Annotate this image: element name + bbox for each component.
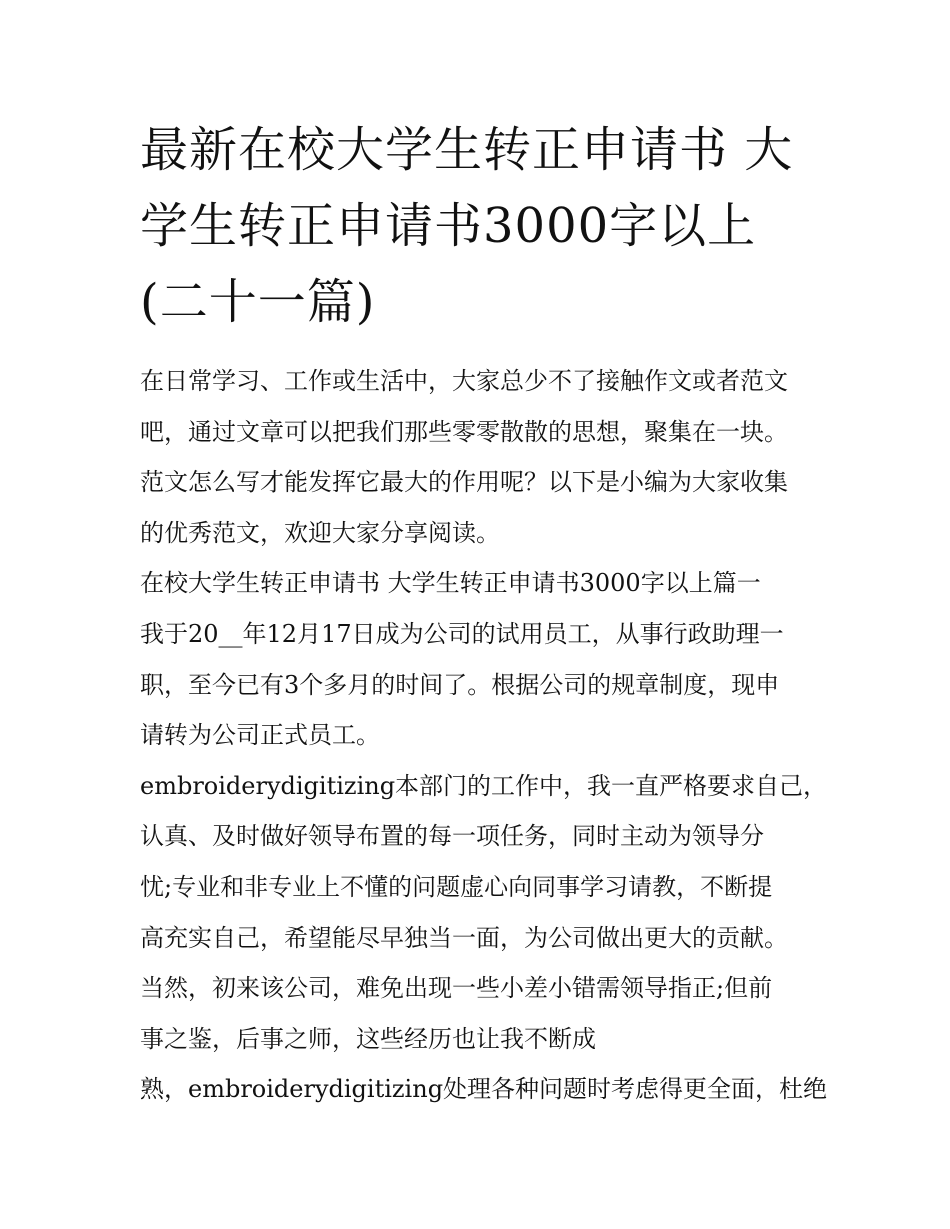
intro-line-3: 范文怎么写才能发挥它最大的作用呢？以下是小编为大家收集 <box>140 468 788 497</box>
para2-line-6: 事之鉴，后事之师，这些经历也让我不断成 <box>140 1024 596 1053</box>
title-line-1: 最新在校大学生转正申请书 大 <box>140 122 794 178</box>
para1-line-2: 职，至今已有3个多月的时间了。根据公司的规章制度，现申 <box>140 670 780 699</box>
intro-line-2: 吧，通过文章可以把我们那些零零散散的思想，聚集在一块。 <box>140 417 788 446</box>
para2-line-1: embroiderydigitizing本部门的工作中，我一直严格要求自己， <box>140 771 828 800</box>
title-line-3: (二十一篇) <box>140 274 376 330</box>
section-heading <box>140 558 820 609</box>
intro-paragraph <box>140 356 820 558</box>
title-line-2: 学生转正申请书3000字以上 <box>140 198 757 254</box>
section-heading-text: 在校大学生转正申请书 大学生转正申请书3000字以上篇一 <box>140 569 761 598</box>
para2-line-2: 认真、及时做好领导布置的每一项任务，同时主动为领导分 <box>140 822 764 851</box>
intro-line-1: 在日常学习、工作或生活中，大家总少不了接触作文或者范文 <box>140 367 788 395</box>
body-paragraph-2 <box>140 761 828 1115</box>
para1-line-3: 请转为公司正式员工。 <box>140 721 380 750</box>
body-paragraph-1 <box>140 609 820 761</box>
para2-line-7: 熟，embroiderydigitizing处理各种问题时考虑得更全面，杜绝 <box>140 1075 828 1104</box>
para2-line-3: 忧;专业和非专业上不懂的问题虚心向同事学习请教，不断提 <box>140 872 773 901</box>
para2-line-5: 当然，初来该公司，难免出现一些小差小错需领导指正;但前 <box>140 974 773 1003</box>
document-title <box>140 112 820 340</box>
para1-line-1: 我于20__年12月17日成为公司的试用员工，从事行政助理一 <box>140 619 784 648</box>
intro-line-4: 的优秀范文，欢迎大家分享阅读。 <box>140 518 500 547</box>
para2-line-4: 高充实自己，希望能尽早独当一面，为公司做出更大的贡献。 <box>140 923 788 952</box>
document-content <box>140 112 828 1115</box>
